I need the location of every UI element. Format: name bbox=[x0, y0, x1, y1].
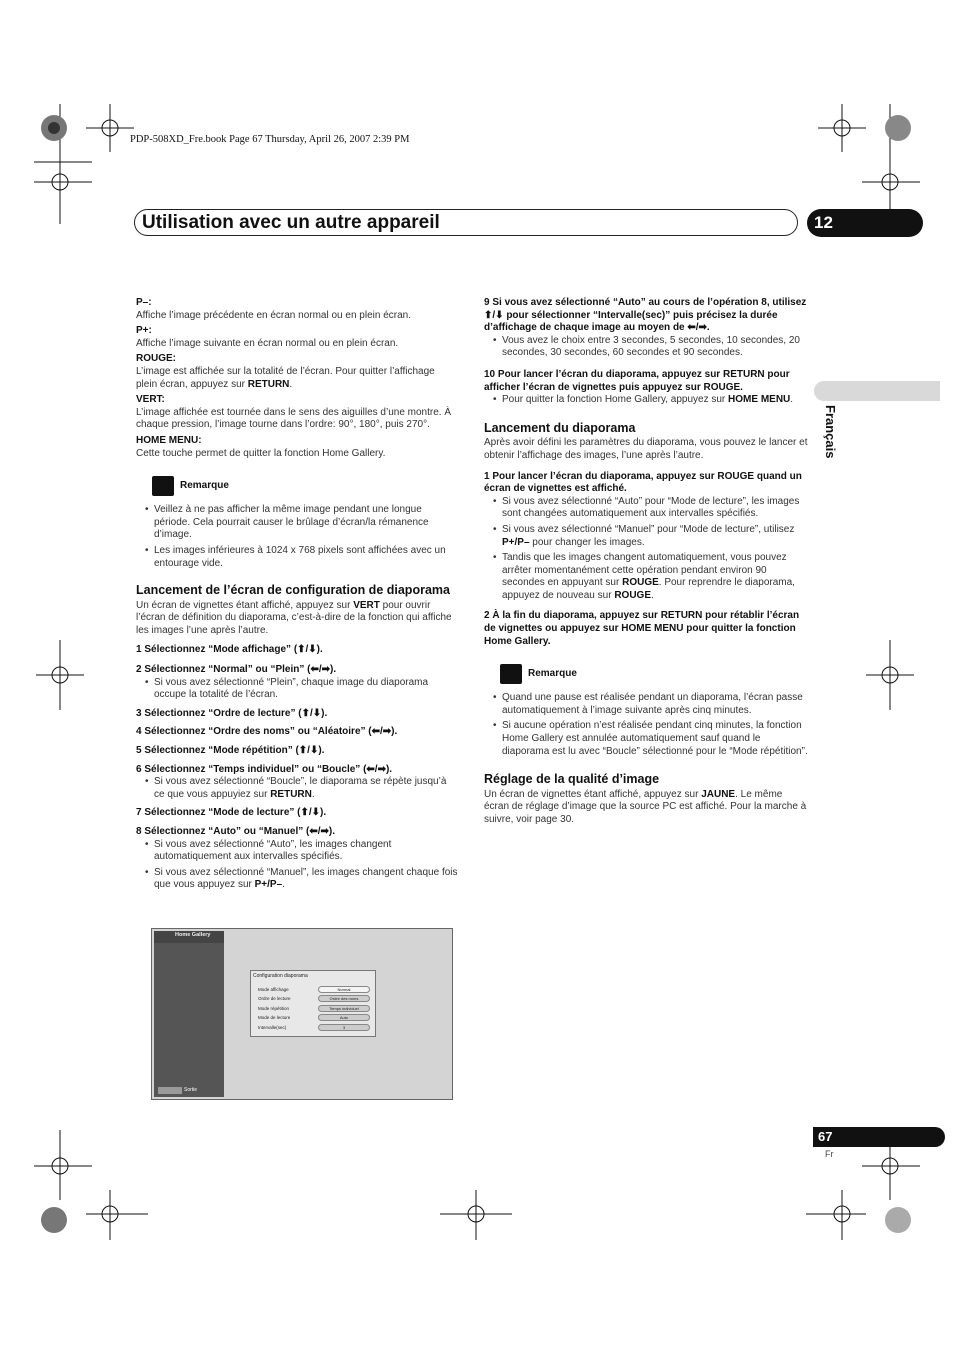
step-r2: 2 À la fin du diaporama, appuyez sur RETURN pour rétablir l’écran de vignettes ou appuyez sur HOME MENU pour quitter la fonction Home Gallery. bbox=[484, 610, 800, 647]
screenshot-row-label: Intervalle(sec) bbox=[258, 1025, 287, 1030]
term-home-menu: HOME MENU: bbox=[136, 434, 202, 446]
step-r1-bullet: • Tandis que les images changent automatiquement, vous pouvez arrêter momentanément cette opération pendant environ 90 secondes en appuyant sur ROUGE. Pour reprendre le diaporama, appuyez de nouveau sur ROUGE. bbox=[484, 552, 808, 602]
screenshot-sidebar bbox=[154, 943, 224, 1097]
section-title-config: Lancement de l’écran de configuration de diaporama bbox=[136, 583, 450, 598]
step-8-bullet: • Si vous avez sélectionné “Manuel”, les images changent chaque fois que vous appuyez sur P+/P–. bbox=[136, 867, 458, 892]
step-8-bullet: • Si vous avez sélectionné “Auto”, les images changent automatiquement aux intervalles spécifiés. bbox=[136, 839, 458, 864]
screenshot-row-value: Auto bbox=[318, 1014, 370, 1021]
step-r1-bullet: • Si vous avez sélectionné “Manuel” pour “Mode de lecture”, utilisez P+/P– pour changer les images. bbox=[484, 524, 808, 549]
step-3: 3 Sélectionnez “Ordre de lecture” (⬆/⬇). bbox=[136, 707, 328, 719]
note-bullet: • Veillez à ne pas afficher la même image pendant une longue période. Cela pourrait causer le brûlage d’écran/la rémanence d’image. bbox=[136, 504, 458, 542]
step-5: 5 Sélectionnez “Mode répétition” (⬆/⬇). bbox=[136, 745, 325, 757]
note-heading: Remarque bbox=[500, 664, 808, 684]
term-p-plus: P+: bbox=[136, 325, 152, 337]
screenshot-row-label: Mode affichage bbox=[258, 987, 289, 992]
chapter-title: Utilisation avec un autre appareil bbox=[142, 212, 440, 233]
screenshot-row-label: Mode de lecture bbox=[258, 1015, 291, 1020]
right-column bbox=[484, 297, 808, 827]
step-2: 2 Sélectionnez “Normal” ou “Plein” (⬅/➡). bbox=[136, 664, 337, 676]
step-10: 10 Pour lancer l’écran du diaporama, appuyez sur RETURN pour afficher l’écran de vignettes puis appuyez sur ROUGE. bbox=[484, 368, 790, 393]
step-1: 1 Sélectionnez “Mode affichage” (⬆/⬇). bbox=[136, 644, 323, 656]
note-bullet: • Quand une pause est réalisée pendant un diaporama, l’écran passe automatiquement à l’image suivante après cinq minutes. bbox=[484, 692, 808, 717]
screenshot-title: Home Gallery bbox=[175, 932, 211, 938]
step-4: 4 Sélectionnez “Ordre des noms” ou “Aléatoire” (⬅/➡). bbox=[136, 726, 398, 738]
page-number-badge bbox=[813, 1127, 945, 1147]
step-10-bullet: • Pour quitter la fonction Home Gallery, appuyez sur HOME MENU. bbox=[484, 394, 808, 407]
note-bullet: • Les images inférieures à 1024 x 768 pixels sont affichées avec un entourage vide. bbox=[136, 545, 458, 570]
screenshot-exit-key bbox=[158, 1087, 182, 1094]
step-2-bullet: • Si vous avez sélectionné “Plein”, chaque image du diaporama occupe la totalité de l’écran. bbox=[136, 677, 458, 702]
screenshot-row-label: Mode répétition bbox=[258, 1006, 290, 1011]
file-info: PDP-508XD_Fre.book Page 67 Thursday, April 26, 2007 2:39 PM bbox=[130, 134, 410, 145]
screenshot-row-value: Normal bbox=[318, 986, 370, 993]
term-p-minus: P–: bbox=[136, 297, 152, 308]
language-tab bbox=[814, 381, 940, 401]
step-8: 8 Sélectionnez “Auto” ou “Manuel” (⬅/➡). bbox=[136, 826, 335, 837]
step-r1: 1 Pour lancer l’écran du diaporama, appuyez sur ROUGE quand un écran de vignettes est affiché. bbox=[484, 470, 802, 495]
step-r1-bullet: • Si vous avez sélectionné “Auto” pour “Mode de lecture”, les images sont changées automatiquement aux intervalles spécifiés. bbox=[484, 496, 808, 521]
step-9: 9 Si vous avez sélectionné “Auto” au cours de l’opération 8, utilisez ⬆/⬇ pour sélectionner “Intervalle(sec)” puis précisez la durée d’affichage de chaque image au moyen de ⬅/➡. bbox=[484, 297, 807, 334]
page-language: Fr bbox=[825, 1149, 834, 1159]
term-desc: Affiche l’image suivante en écran normal ou en plein écran. bbox=[136, 337, 399, 349]
screenshot-row-label: Ordre de lecture bbox=[258, 996, 291, 1001]
page-number: 67 bbox=[818, 1129, 833, 1144]
language-label: Français bbox=[823, 405, 838, 459]
term-desc: Affiche l’image précédente en écran normal ou en plein écran. bbox=[136, 309, 411, 321]
section-intro: Un écran de vignettes étant affiché, appuyez sur VERT pour ouvrir l’écran de définition du diaporama, c’est-à-dire de la fonction qui affiche les images l’une après l’autre. bbox=[136, 599, 452, 636]
term-desc: L’image est affichée sur la totalité de l’écran. Pour quitter l’affichage plein écran, appuyez sur RETURN. bbox=[136, 365, 435, 390]
step-6-bullet: • Si vous avez sélectionné “Boucle”, le diaporama se répète jusqu’à ce que vous appuyiez sur RETURN. bbox=[136, 776, 458, 801]
section-title-quality: Réglage de la qualité d’image bbox=[484, 772, 660, 787]
note-pencil-icon bbox=[500, 664, 522, 684]
section-title-slideshow: Lancement du diaporama bbox=[484, 420, 636, 435]
screenshot-row-value: 3 bbox=[318, 1024, 370, 1031]
note-pencil-icon bbox=[152, 476, 174, 496]
note-bullet: • Si aucune opération n’est réalisée pendant cinq minutes, la fonction Home Gallery est annulée automatiquement sauf quand le diaporama est lu avec “Boucle” sélectionné pour le “Mode répétition”. bbox=[484, 720, 808, 758]
term-vert: VERT: bbox=[136, 394, 165, 406]
step-6: 6 Sélectionnez “Temps individuel” ou “Boucle” (⬅/➡). bbox=[136, 763, 393, 775]
term-desc: Cette touche permet de quitter la fonction Home Gallery. bbox=[136, 447, 386, 459]
screenshot-row-value: Temps individuel bbox=[318, 1005, 370, 1012]
screenshot-row-value: Ordre des noms bbox=[318, 995, 370, 1002]
section-intro: Un écran de vignettes étant affiché, appuyez sur JAUNE. Le même écran de réglage d’image que la source PC est affiché. Pour la marche à suivre, voir page 30. bbox=[484, 788, 807, 825]
section-intro: Après avoir défini les paramètres du diaporama, vous pouvez le lancer et obtenir l’affichage des images, l’une après l’autre. bbox=[484, 437, 808, 461]
screenshot-exit-label: Sortie bbox=[184, 1087, 198, 1093]
left-column bbox=[136, 297, 458, 892]
screenshot-dialog-title: Configuration diaporama bbox=[253, 973, 308, 979]
chapter-number: 12 bbox=[814, 213, 833, 232]
step-9-bullet: • Vous avez le choix entre 3 secondes, 5 secondes, 10 secondes, 20 secondes, 30 secondes, 60 secondes et 90 secondes. bbox=[484, 335, 808, 360]
term-rouge: ROUGE: bbox=[136, 353, 176, 365]
term-desc: L’image affichée est tournée dans le sens des aiguilles d’une montre. À chaque pression, l’image tourne dans l’ordre: 90°, 180°, puis 270°. bbox=[136, 406, 452, 431]
step-7: 7 Sélectionnez “Mode de lecture” (⬆/⬇). bbox=[136, 807, 327, 819]
note-heading: Remarque bbox=[152, 476, 458, 496]
